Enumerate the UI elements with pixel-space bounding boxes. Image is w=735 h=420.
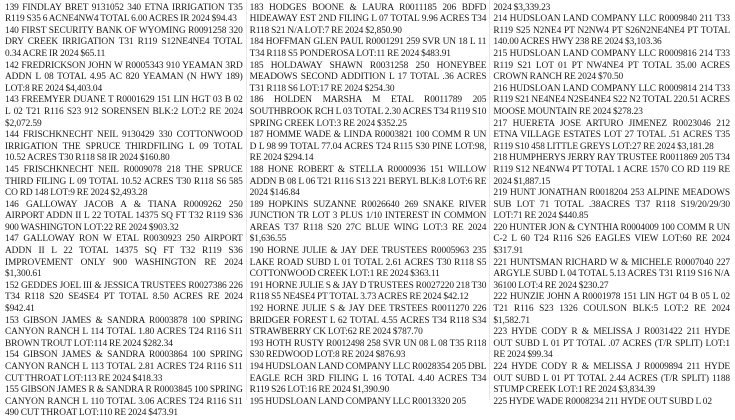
tax-listing-entry: 145 FRISCHKNECHT NEIL R0009078 218 THE SPRUCE THIRD FILING L 09 TOTAL 10.52 ACRES T30 R118 S6 585 CO RD 148 LOT:9 RE 2024 $2,493.28 xyxy=(5,164,243,199)
tax-listing-entry: 2024 $3,339.23 xyxy=(493,2,551,13)
tax-listing-entry: 221 HUNTSMAN RICHARD W & MICHELE R0007040 227 ARGYLE SUBD L 04 TOTAL 5.13 ACRES T31 R119 S16 N/A 36100 LOT:4 RE 2024 $230.27 xyxy=(493,257,731,291)
text-column-3 xyxy=(489,0,733,407)
tax-listing-entry: 195 HUDSLOAN LAND COMPANY LLC R0013320 205 xyxy=(249,396,466,407)
tax-listing-entry: 218 HUMPHERYS JERRY RAY TRUSTEE R0011869 205 T34 R119 S12 NE4NW4 PT TOTAL 1 ACRE 1570 CO RD 119 RE 2024 $1,887.15 xyxy=(493,153,731,187)
tax-listing-entry: 214 HUDSLOAN LAND COMPANY LLC R0009840 211 T33 R119 S25 N2NE4 PT N2NW4 PT S26N2NE4NE4 PT TOTAL 140.00 ACRES HWY 238 RE 2024 $3,103.36 xyxy=(493,14,731,48)
column-3-entries xyxy=(493,0,730,408)
column-2-entries xyxy=(250,0,487,408)
tax-listing-entry: 139 FINDLAY BRET 9131052 340 ETNA IRRIGATION T35 R119 S35 6 ACNE4NW4 TOTAL 6.00 ACRES IR 2024 $94.43 xyxy=(5,2,243,25)
tax-listing-entry: 184 HOFFMAN GLEN PAUL R0001291 259 SVR UN 18 L 11 T34 R118 S5 PONDEROSA LOT:11 RE 2024 $483.91 xyxy=(249,37,487,59)
tax-listing-entry: 224 HYDE CODY R & MELISSA J R0009894 211 HYDE OUT SUBD L 01 PT TOTAL 2.44 ACRES (T/R SPLIT) 1188 STUMP CREEK LOT:1 RE 2024 $3,834.39 xyxy=(493,362,731,396)
tax-listing-entry: 191 HORNE JULIE S & JAY D TRUSTEES R0027220 218 T30 R118 S5 NE4SE4 PT TOTAL 3.73 ACRES RE 2024 $42.12 xyxy=(249,280,487,303)
tax-listing-entry: 152 GEDDES JOEL III & JESSICA TRUSTEES R0027386 226 T34 R118 S20 SE4SE4 PT TOTAL 8.50 ACRES RE 2024 $942.41 xyxy=(5,280,243,315)
tax-listing-entry: 155 GIBSON JAMES R & SANDRA R R0003845 100 SPRING CANYON RANCH L 110 TOTAL 3.06 ACRES T24 R116 S11 490 CUT THROAT LOT:110 RE 2024 $473.91 xyxy=(5,385,243,419)
tax-listing-entry: 188 HONE ROBERT & STELLA R0000936 151 WILLOW ADDN B 08 L 06 T21 R116 S13 221 BERYL BLK:8 LOT:6 RE 2024 $146.84 xyxy=(249,164,487,199)
tax-listing-entry: 186 HOLDEN MARSHA M ETAL R0011789 205 SOUTHBROOK RCH L 03 TOTAL 2.30 ACRES T34 R119 S10 SPRING CREEK LOT:3 RE 2024 $352.25 xyxy=(249,95,487,129)
tax-listing-entry: 185 HOLDAWAY SHAWN R0031258 250 HONEYBEE MEADOWS SECOND ADDITION L 17 TOTAL .36 ACRES T31 R118 S6 LOT:17 RE 2024 $254.30 xyxy=(249,60,487,94)
tax-listing-entry: 143 FREEMYER DUANE T R0001629 151 LIN HGT 03 B 02 L 02 T21 R116 S23 912 SORENSEN BLK:2 LOT:2 RE 2024 $2,072.59 xyxy=(5,95,243,129)
text-column-1 xyxy=(2,0,246,419)
tax-listing-entry: 190 HORNE JULIE & JAY DEE TRUSTEES R0005963 235 LAKE ROAD SUBD L 01 TOTAL 2.61 ACRES T30 R118 S5 COTTONWOOD CREEK LOT:1 RE 2024 $363.11 xyxy=(249,246,487,280)
text-column-2 xyxy=(246,0,490,407)
tax-listing-entry: 216 HUDSLOAN LAND COMPANY LLC R0009814 214 T33 R119 S21 NE4NE4 N2SE4NE4 S22 N2 TOTAL 220.51 ACRES MOOSE MOUNTAIN RE 2024 $278.23 xyxy=(493,83,731,117)
column-1-entries xyxy=(5,0,243,420)
tax-listing-entry: 222 HUNZIE JOHN A R0001978 151 LIN HGT 04 B 05 L 02 T21 R116 S23 1326 COULSON BLK:5 LOT:2 RE 2024 $1,582.71 xyxy=(493,292,731,326)
tax-listing-entry: 219 HUNT JONATHAN R0018204 253 ALPINE MEADOWS SUB LOT 71 TOTAL .38ACRES T37 R118 S19/20/29/30 LOT:71 RE 2024 $440.85 xyxy=(493,188,731,222)
tax-listing-entry: 225 HYDE WADE R0008234 211 HYDE OUT SUBD L 02 xyxy=(493,396,712,407)
tax-listing-entry: 189 HOPKINS SUZANNE R0026640 269 SNAKE RIVER JUNCTION TR LOT 3 PLUS 1/10 INTEREST IN COMMON AREAS T37 R118 S20 27C BLUE WING LOT:3 RE 2024 $1,636.55 xyxy=(249,199,487,245)
tax-listing-entry: 140 FIRST SECURITY BANK OF WYOMING R0091258 320 DRY CREEK IRRIGATION T31 R119 S12NE4NE4 TOTAL 0.34 ACRE IR 2024 $65.11 xyxy=(5,25,243,59)
tax-listing-entry: 192 HORNE JULIE S & JAY DEE TRSTEES R0011270 226 BRIDGER FOREST L 62 TOTAL 4.55 ACRES T34 R118 S34 STRAWBERRY CK LOT:62 RE 2024 $787.70 xyxy=(249,304,487,338)
tax-listing-entry: 153 GIBSON JAMES & SANDRA R0003878 100 SPRING CANYON RANCH L 114 TOTAL 1.80 ACRES T24 R116 S11 BROWN TROUT LOT:114 RE 2024 $282.34 xyxy=(5,315,243,349)
tax-listing-entry: 215 HUDSLOAN LAND COMPANY LLC R0009816 214 T33 R119 S21 LOT 01 PT NW4NE4 PT TOTAL 35.00 ACRES CROWN RANCH RE 2024 $70.50 xyxy=(493,48,731,83)
tax-listing-entry: 220 HUNTER JON & CYNTHIA R0004009 100 COMM R UN C-2 L 60 T24 R116 S26 EAGLES VIEW LOT:60 RE 2024 $317.91 xyxy=(493,222,731,257)
tax-listing-entry: 142 FREDRICKSON JOHN W R0005343 910 YEAMAN 3RD ADDN L 08 TOTAL 4.95 AC 820 YEAMAN (N HWY 189) LOT:8 RE 2024 $4,403.04 xyxy=(5,60,243,94)
tax-listing-entry: 194 HUDSLOAN LAND COMPANY LLC R0028354 205 DBL EAGLE RCH 3RD FILING L 16 TOTAL 4.40 ACRES T34 R119 S26 LOT:16 RE 2024 $1,390.90 xyxy=(249,362,487,396)
tax-listing-entry: 187 HOMME WADE & LINDA R0003821 100 COMM R UN D L 98 99 TOTAL 77.04 ACRES T24 R115 S30 PINE LOT:98, RE 2024 $294.14 xyxy=(249,130,487,164)
tax-listing-entry: 147 GALLOWAY RON W ETAL R0030923 250 AIRPORT ADDN II L 22 TOTAL 14375 SQ FT T32 R119 S36 IMPROVEMENT ONLY 900 WASHINGTON RE 2024 $1,300.61 xyxy=(5,234,243,280)
tax-listing-entry: 183 HODGES BOONE & LAURA R0011185 206 BDFD HIDEAWAY EST 2ND FILING L 07 TOTAL 9.96 ACRES T34 R118 S21 N/A LOT:7 RE 2024 $2,850.90 xyxy=(249,2,487,36)
tax-listing-entry: 146 GALLOWAY JACOB A & TIANA R0009262 250 AIRPORT ADDN II L 22 TOTAL 14375 SQ FT T32 R119 S36 900 WASHINGTON LOT:22 RE 2024 $903.32 xyxy=(5,199,243,233)
tax-listing-entry: 223 HYDE CODY R & MELISSA J R0031422 211 HYDE OUT SUBD L 01 PT TOTAL .07 ACRES (T/R SPLIT) LOT:1 RE 2024 $99.34 xyxy=(493,327,731,361)
tax-listing-entry: 154 GIBSON JAMES & SANDRA R0003864 100 SPRING CANYON RANCH L 113 TOTAL 2.81 ACRES T24 R116 S11 CUT THROAT LOT:113 RE 2024 $418.33 xyxy=(5,350,243,384)
tax-listing-entry: 144 FRISCHKNECHT NEIL 9130429 330 COTTONWOOD IRRIGATION THE SPRUCE THIRDFILING L 09 TOTAL 10.52 ACRES T30 R118 S8 IR 2024 $160.80 xyxy=(5,130,243,164)
tax-listing-entry: 217 HUERETA JOSE ARTURO JIMENEZ R0023046 212 ETNA VILLAGE ESTATES LOT 27 TOTAL .51 ACRES T35 R119 S10 458 LITTLE GREYS LOT:27 RE 2024 $3,181.28 xyxy=(493,118,731,152)
tax-listing-entry: 193 HOTH RUSTY R0012498 258 SVR UN 08 L 08 T35 R118 S30 REDWOOD LOT:8 RE 2024 $876.93 xyxy=(249,338,487,361)
